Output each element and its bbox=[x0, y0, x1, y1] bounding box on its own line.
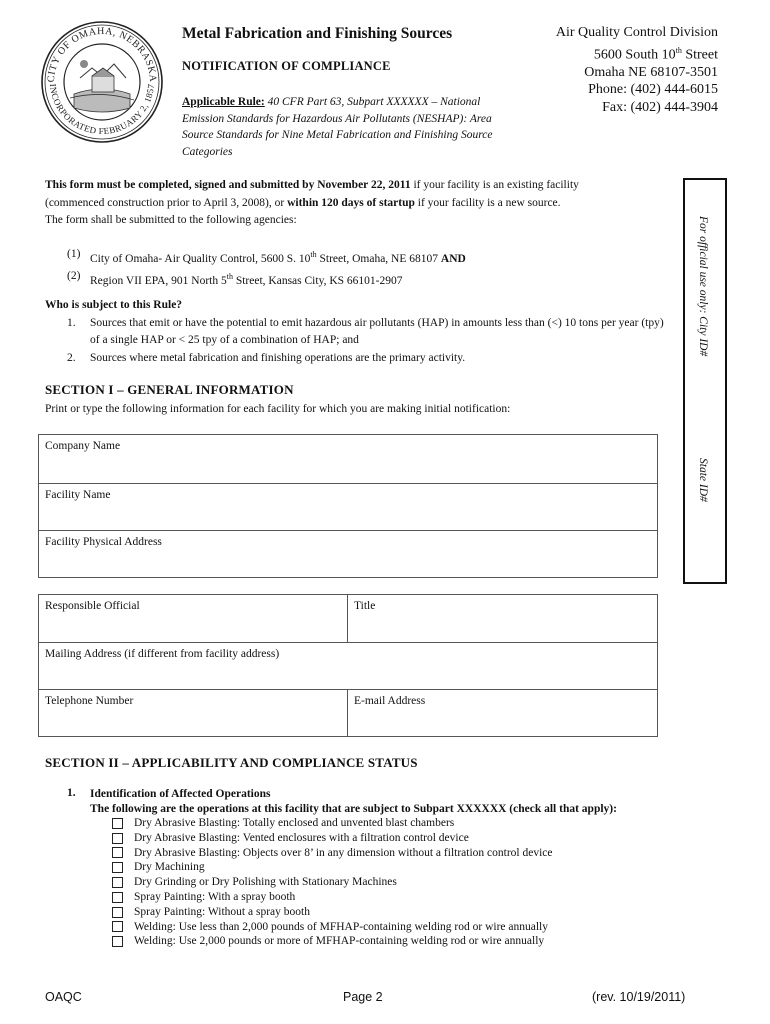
facility-info-box bbox=[38, 434, 658, 578]
list-item: Dry Grinding or Dry Polishing with Stationary Machines bbox=[112, 875, 553, 890]
responsible-official-field[interactable] bbox=[39, 595, 347, 642]
list-item: (2) Region VII EPA, 901 North 5th Street, Kansas City, KS 66101-2907 bbox=[67, 270, 403, 288]
item-title: Identification of Affected Operations bbox=[90, 788, 271, 800]
title-label: Title bbox=[354, 600, 376, 612]
list-item: Dry Abrasive Blasting: Vented enclosures with a filtration control device bbox=[112, 831, 553, 846]
applicable-rule-text: 40 CFR Part 63, Subpart XXXXXX – National Emission Standards for Hazardous Air Pollutants (NESHAP): Area Source Standards for Nine Metal Fabrication and Finishing Source Categories bbox=[182, 96, 493, 158]
checkbox[interactable] bbox=[112, 936, 123, 947]
agency-fax: Fax: (402) 444-3904 bbox=[602, 99, 718, 115]
agency-address-block bbox=[556, 24, 718, 116]
footer-page-number: Page 2 bbox=[343, 990, 383, 1004]
official-use-box bbox=[683, 178, 727, 584]
agency-name: Air Quality Control Division bbox=[555, 25, 718, 40]
submit-instruction: The form shall be submitted to the following agencies: bbox=[45, 214, 297, 226]
section2-heading: SECTION II – APPLICABILITY AND COMPLIANCE STATUS bbox=[45, 755, 418, 770]
mailing-address-label: Mailing Address (if different from facility address) bbox=[45, 648, 280, 660]
checkbox[interactable] bbox=[112, 892, 123, 903]
list-item: 2. Sources where metal fabrication and finishing operations are the primary activity. bbox=[67, 351, 466, 364]
agency-city: Omaha NE 68107-3501 bbox=[584, 64, 718, 80]
state-id-label: State ID# bbox=[697, 458, 709, 502]
list-item: Welding: Use 2,000 pounds or more of MFHAP-containing welding rod or wire annually bbox=[112, 934, 553, 949]
seal-ring-text-top: CITY OF OMAHA, NEBRASKA bbox=[45, 25, 159, 83]
telephone-field[interactable] bbox=[39, 690, 347, 736]
item-lead: The following are the operations at this facility that are subject to Subpart XXXXXX (check all that apply): bbox=[90, 803, 617, 815]
checkbox[interactable] bbox=[112, 862, 123, 873]
list-item: Dry Machining bbox=[112, 860, 553, 875]
list-item: Spray Painting: With a spray booth bbox=[112, 890, 553, 905]
document-title: Metal Fabrication and Finishing Sources bbox=[182, 25, 453, 42]
seal-ring-text-bottom: INCORPORATED FEBRUARY 2, 1857 bbox=[48, 83, 157, 137]
title-field[interactable] bbox=[348, 595, 657, 642]
footer-org: OAQC bbox=[45, 990, 82, 1004]
agency-phone: Phone: (402) 444-6015 bbox=[588, 82, 718, 98]
item-number: 1. bbox=[67, 787, 76, 799]
contact-info-box bbox=[38, 594, 658, 737]
email-field[interactable] bbox=[348, 690, 657, 736]
seal-emblem-icon bbox=[70, 60, 134, 112]
mailing-address-field[interactable] bbox=[39, 643, 657, 689]
footer-revision: (rev. 10/19/2011) bbox=[592, 990, 686, 1004]
company-name-field[interactable] bbox=[39, 435, 657, 483]
checkbox[interactable] bbox=[112, 877, 123, 888]
checkbox[interactable] bbox=[112, 833, 123, 844]
applicable-rule bbox=[182, 94, 522, 160]
deadline-text: This form must be completed, signed and submitted by November 22, 2011 bbox=[45, 179, 411, 191]
list-item: Dry Abrasive Blasting: Totally enclosed and unvented blast chambers bbox=[112, 816, 553, 831]
list-item: Welding: Use less than 2,000 pounds of MFHAP-containing welding rod or wire annually bbox=[112, 920, 553, 935]
document-subtitle: NOTIFICATION OF COMPLIANCE bbox=[182, 59, 391, 73]
section1-heading: SECTION I – GENERAL INFORMATION bbox=[45, 382, 294, 397]
facility-address-field[interactable] bbox=[39, 531, 657, 577]
agency-street: 5600 South 10th Street bbox=[593, 45, 718, 63]
facility-name-field[interactable] bbox=[39, 484, 657, 530]
who-subject-heading: Who is subject to this Rule? bbox=[45, 299, 183, 311]
company-name-label: Company Name bbox=[45, 440, 121, 452]
checkbox[interactable] bbox=[112, 818, 123, 829]
operations-checklist bbox=[112, 816, 553, 949]
checkbox[interactable] bbox=[112, 921, 123, 932]
facility-address-label: Facility Physical Address bbox=[45, 536, 162, 548]
email-label: E-mail Address bbox=[354, 695, 426, 707]
intro-paragraph: This form must be completed, signed and submitted by November 22, 2011 if your facility is an existing facility (commenced construction prior to April 3, 2008), or within 120 days of startup if your facility is a new source. The form shall be submitted to the following agencies: bbox=[45, 177, 665, 230]
list-item: (1) City of Omaha- Air Quality Control, 5600 S. 10th Street, Omaha, NE 68107 AND bbox=[67, 248, 466, 265]
telephone-label: Telephone Number bbox=[45, 695, 134, 707]
city-seal bbox=[40, 20, 164, 144]
section1-instruction: Print or type the following information for each facility for which you are making initial notification: bbox=[45, 403, 511, 415]
responsible-official-label: Responsible Official bbox=[45, 600, 140, 612]
list-item: Spray Painting: Without a spray booth bbox=[112, 905, 553, 920]
checkbox[interactable] bbox=[112, 847, 123, 858]
facility-name-label: Facility Name bbox=[45, 489, 111, 501]
who-subject-section bbox=[45, 297, 665, 367]
affected-operations-heading bbox=[90, 787, 617, 817]
startup-deadline: within 120 days of startup bbox=[287, 196, 415, 209]
list-item: 1. Sources that emit or have the potential to emit hazardous air pollutants (HAP) in amounts less than (<) 10 tons per year (tpy) of a single HAP or < 25 tpy of a combination of HAP; and bbox=[67, 316, 664, 346]
agencies-list bbox=[45, 246, 665, 291]
city-id-label: For official use only: City ID# bbox=[697, 216, 709, 357]
list-item: Dry Abrasive Blasting: Objects over 8’ in any dimension without a filtration control device bbox=[112, 846, 553, 861]
applicable-rule-label: Applicable Rule: bbox=[182, 96, 265, 108]
checkbox[interactable] bbox=[112, 907, 123, 918]
